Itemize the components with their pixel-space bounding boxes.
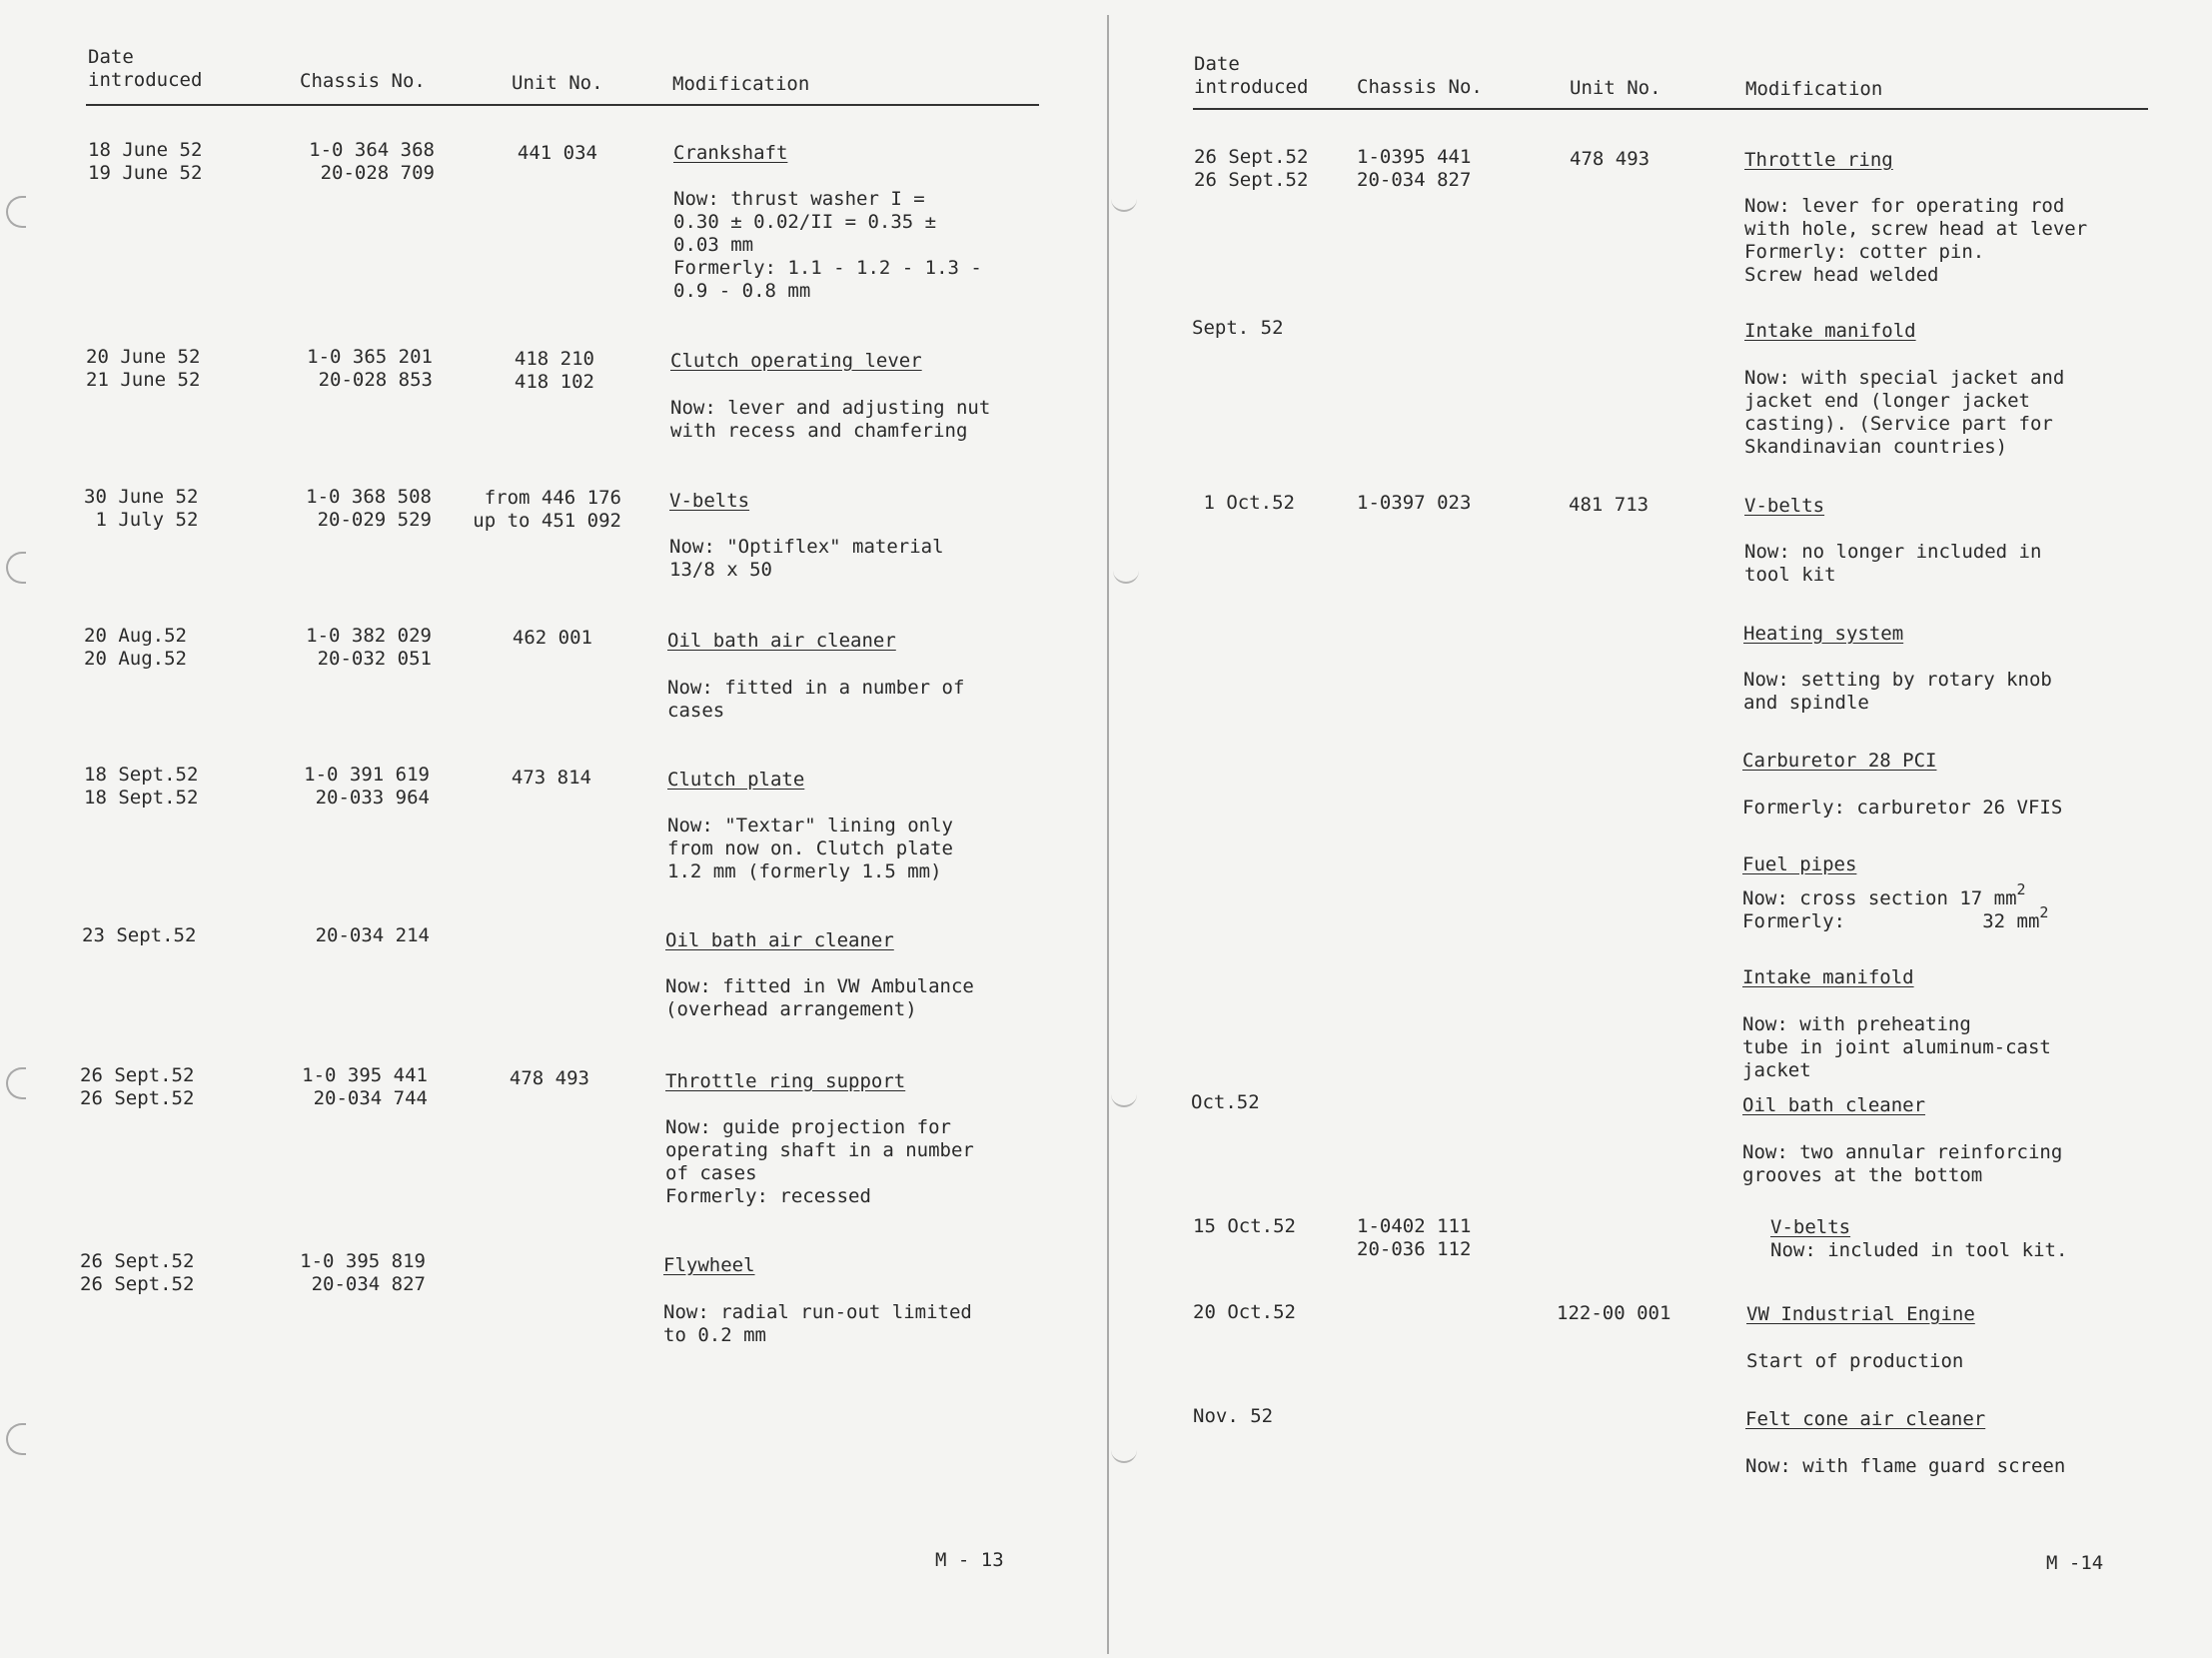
binder-nick-mark (1111, 1093, 1137, 1107)
binder-hole-mark (6, 1423, 26, 1455)
entry-unit: 478 493 (509, 1067, 589, 1089)
entry-description: Now: with special jacket and jacket end (longer jacket casting). (Service part for Skandinavian countries) (1744, 367, 2065, 458)
entry-date: Oct.52 (1191, 1091, 1260, 1113)
entry-chassis: 1-0397 023 (1357, 492, 1472, 514)
entry-title: V-belts (1770, 1216, 1851, 1238)
fuel-formerly-text: Formerly: 32 mm (1742, 910, 2040, 932)
entry-chassis: 1-0 395 819 20-034 827 (300, 1250, 426, 1295)
entry-title: Throttle ring support (665, 1070, 906, 1092)
entry-title: Fuel pipes (1742, 853, 1857, 875)
entry-description-formerly (1742, 903, 2049, 934)
superscript: 2 (2016, 880, 2026, 898)
entry-title: Heating system (1743, 623, 1904, 645)
entry-title: Felt cone air cleaner (1745, 1408, 1986, 1430)
entry-date: 26 Sept.52 26 Sept.52 (80, 1064, 195, 1109)
header-modification: Modification (672, 73, 810, 95)
entry-date: 26 Sept.52 26 Sept.52 (1194, 146, 1309, 191)
header-chassis: Chassis No. (300, 70, 426, 92)
entry-title: Crankshaft (673, 142, 788, 164)
entry-chassis: 1-0 382 029 20-032 051 (306, 625, 432, 670)
entry-description: Now: "Textar" lining only from now on. Clutch plate 1.2 mm (formerly 1.5 mm) (667, 815, 953, 882)
binder-nick-mark (1111, 1449, 1137, 1463)
entry-unit: 462 001 (512, 627, 592, 649)
entry-description: Now: no longer included in tool kit (1744, 541, 2042, 586)
entry-chassis: 1-0 365 201 20-028 853 (307, 346, 433, 391)
superscript: 2 (2039, 903, 2049, 921)
entry-unit: 122-00 001 (1557, 1302, 1671, 1324)
entry-description: Now: included in tool kit. (1770, 1239, 2068, 1261)
entry-title: V-belts (1744, 495, 1825, 517)
entry-title: Carburetor 28 PCI (1742, 750, 1937, 772)
entry-date: 18 Sept.52 18 Sept.52 (84, 764, 199, 809)
entry-description: Now: with flame guard screen (1745, 1455, 2066, 1477)
entry-description: Now: fitted in VW Ambulance (overhead arrangement) (665, 975, 974, 1020)
entry-description: Now: guide projection for operating shaft in a number of cases Formerly: recessed (665, 1116, 974, 1207)
entry-date: Nov. 52 (1193, 1405, 1274, 1427)
entry-date: 18 June 52 19 June 52 (88, 139, 203, 184)
entry-description: Now: lever and adjusting nut with recess and chamfering (670, 397, 991, 442)
header-unit: Unit No. (1570, 77, 1661, 99)
entry-date: 1 Oct.52 (1192, 492, 1295, 514)
right-page (1111, 0, 2212, 1658)
entry-description: Now: radial run-out limited to 0.2 mm (663, 1301, 972, 1346)
binder-hole-mark (6, 552, 26, 584)
entry-title: Clutch plate (667, 769, 805, 791)
entry-description: Formerly: carburetor 26 VFIS (1742, 797, 2063, 819)
header-unit: Unit No. (512, 72, 603, 94)
entry-title: Oil bath air cleaner (665, 929, 894, 951)
entry-description: Now: setting by rotary knob and spindle (1743, 669, 2052, 714)
entry-title: Throttle ring (1744, 149, 1893, 171)
entry-date: 26 Sept.52 26 Sept.52 (80, 1250, 195, 1295)
entry-title: Clutch operating lever (670, 350, 922, 372)
entry-unit: from 446 176 up to 451 092 (473, 487, 621, 532)
entry-date: 20 June 52 21 June 52 (86, 346, 201, 391)
entry-title: Intake manifold (1742, 966, 1914, 988)
header-rule (1193, 108, 2148, 110)
header-chassis: Chassis No. (1357, 76, 1483, 98)
binder-nick-mark (1113, 570, 1139, 584)
entry-date: 20 Oct.52 (1193, 1301, 1296, 1323)
entry-description: Now: lever for operating rod with hole, screw head at lever Formerly: cotter pin. Screw head welded (1744, 195, 2088, 286)
entry-chassis: 20-034 214 (315, 924, 430, 946)
entry-date: 20 Aug.52 20 Aug.52 (84, 625, 187, 670)
entry-title: V-belts (669, 490, 750, 512)
entry-unit: 481 713 (1569, 494, 1650, 516)
entry-description: Now: with preheating tube in joint aluminum-cast jacket (1742, 1013, 2051, 1081)
entry-chassis: 1-0402 111 20-036 112 (1357, 1215, 1472, 1260)
binder-nick-mark (1111, 198, 1137, 212)
entry-description: Now: "Optiflex" material 13/8 x 50 (669, 536, 944, 581)
binder-hole-mark (6, 1067, 26, 1099)
header-date: Date introduced (1194, 53, 1309, 98)
header-modification: Modification (1745, 78, 1883, 100)
entry-date: Sept. 52 (1192, 317, 1284, 339)
entry-description: Now: fitted in a number of cases (667, 677, 965, 722)
entry-description: Start of production (1746, 1350, 1964, 1372)
entry-description-now (1742, 880, 2026, 911)
entry-title: VW Industrial Engine (1746, 1303, 1975, 1325)
entry-date: 23 Sept.52 (82, 924, 197, 946)
entry-unit: 478 493 (1570, 148, 1651, 170)
entry-chassis: 1-0 395 441 20-034 744 (302, 1064, 428, 1109)
entry-chassis: 1-0 364 368 20-028 709 (309, 139, 435, 184)
entry-chassis: 1-0395 441 20-034 827 (1357, 146, 1472, 191)
entry-date: 15 Oct.52 (1193, 1215, 1296, 1237)
entry-title: Oil bath air cleaner (667, 630, 896, 652)
header-rule (86, 104, 1039, 106)
entry-chassis: 1-0 368 508 20-029 529 (306, 486, 432, 531)
entry-chassis: 1-0 391 619 20-033 964 (304, 764, 430, 809)
entry-title: Flywheel (663, 1254, 755, 1276)
entry-title: Oil bath cleaner (1742, 1094, 1926, 1116)
entry-description: Now: two annular reinforcing grooves at the bottom (1742, 1141, 2063, 1186)
entry-unit: 418 210 418 102 (514, 348, 594, 393)
page-number: M - 13 (935, 1549, 1004, 1571)
page-number: M -14 (2046, 1552, 2104, 1574)
entry-description: Now: thrust washer I = 0.30 ± 0.02/II = 0.35 ± 0.03 mm Formerly: 1.1 - 1.2 - 1.3 - 0.9 - 0.8 mm (673, 188, 982, 302)
fuel-now-text: Now: cross section 17 mm (1742, 887, 2017, 909)
binder-hole-mark (6, 196, 26, 228)
entry-unit: 473 814 (511, 767, 591, 789)
header-date: Date introduced (88, 46, 203, 91)
entry-unit: 441 034 (517, 142, 597, 164)
entry-date: 30 June 52 1 July 52 (84, 486, 199, 531)
entry-title: Intake manifold (1744, 320, 1916, 342)
